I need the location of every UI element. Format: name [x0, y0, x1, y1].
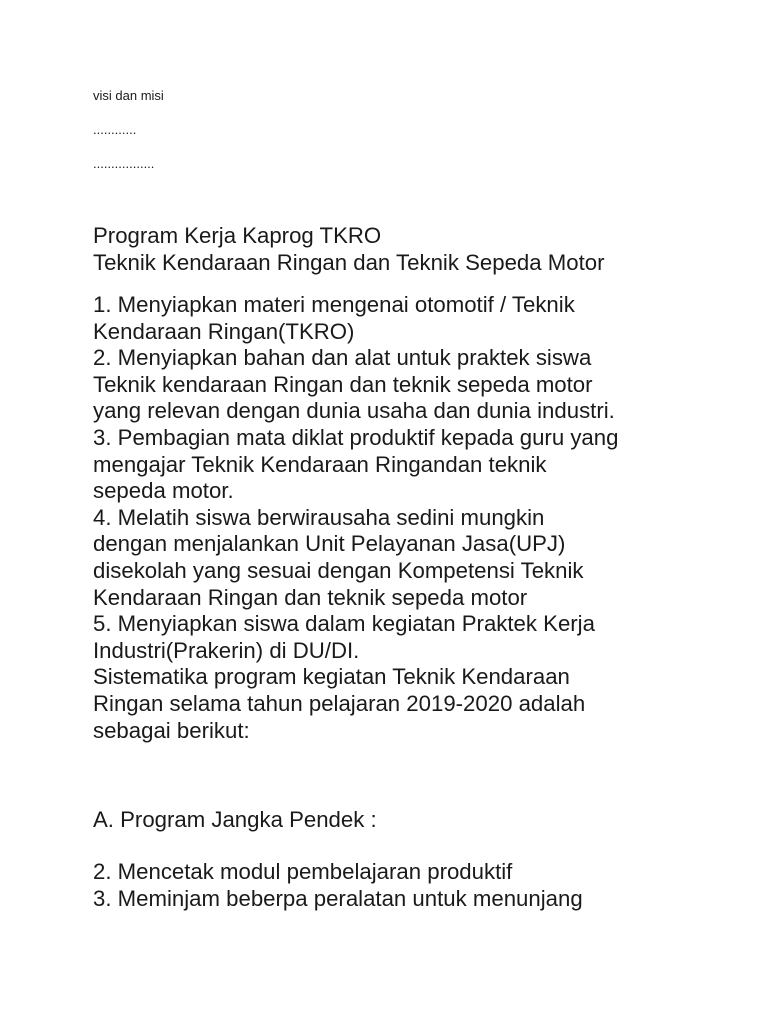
body-line: 1. Menyiapkan materi mengenai otomotif / Teknik: [93, 292, 575, 317]
section-a-heading: [93, 807, 693, 834]
body-line: Kendaraan Ringan(TKRO): [93, 318, 355, 344]
work-program-list: [93, 292, 693, 744]
header-placeholder-dots-2: .................: [93, 156, 155, 171]
body-line: yang relevan dengan dunia usaha dan dunia industri.: [93, 398, 615, 424]
body-line: 3. Pembagian mata diklat produktif kepada guru yang: [93, 424, 619, 450]
body-line: dengan menjalankan Unit Pelayanan Jasa(UPJ): [93, 531, 566, 557]
title-line-1: Program Kerja Kaprog TKRO: [93, 223, 382, 248]
body-line: 5. Menyiapkan siswa dalam kegiatan Praktek Kerja: [93, 611, 595, 637]
short-term-program-list: [93, 859, 693, 912]
section-heading: A. Program Jangka Pendek :: [93, 807, 377, 832]
list-item: 2. Mencetak modul pembelajaran produktif: [93, 859, 513, 884]
header-placeholder-dots-1: ............: [93, 122, 137, 137]
body-line: Ringan selama tahun pelajaran 2019-2020 adalah: [93, 690, 586, 716]
body-line: Kendaraan Ringan dan teknik sepeda motor: [93, 584, 528, 610]
body-line: 2. Menyiapkan bahan dan alat untuk praktek siswa: [93, 345, 592, 371]
body-line: Sistematika program kegiatan Teknik Kendaraan: [93, 664, 570, 690]
body-line: sebagai berikut:: [93, 717, 250, 743]
title-line-2: Teknik Kendaraan Ringan dan Teknik Sepeda Motor: [93, 249, 605, 275]
document-title: [93, 223, 693, 276]
list-item: 3. Meminjam beberpa peralatan untuk menunjang: [93, 885, 583, 911]
body-line: 4. Melatih siswa berwirausaha sedini mungkin: [93, 504, 545, 530]
header-line-visi-misi: visi dan misi: [93, 88, 164, 103]
body-line: disekolah yang sesuai dengan Kompetensi Teknik: [93, 557, 584, 583]
body-line: mengajar Teknik Kendaraan Ringandan teknik: [93, 451, 547, 477]
body-line: Industri(Prakerin) di DU/DI.: [93, 637, 360, 663]
body-line: Teknik kendaraan Ringan dan teknik sepeda motor: [93, 371, 593, 397]
body-line: sepeda motor.: [93, 478, 234, 504]
